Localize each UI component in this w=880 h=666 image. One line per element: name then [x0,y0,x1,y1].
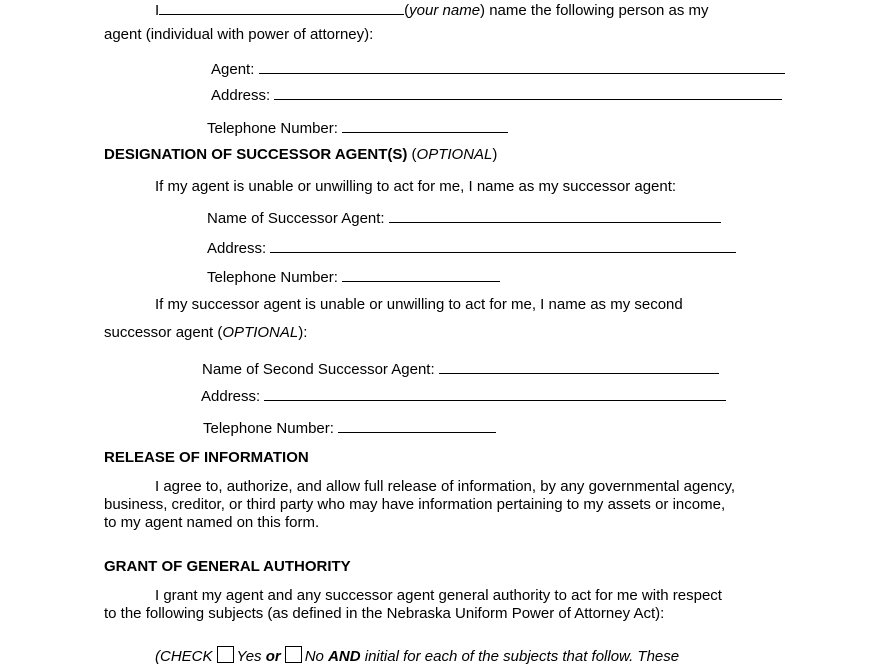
second-optional: OPTIONAL [222,324,299,341]
successor-intro: If my agent is unable or unwilling to act for me, I name as my successor agent: [155,178,677,195]
agent-telephone-field[interactable] [342,118,508,133]
successor-optional: OPTIONAL [416,146,493,163]
and-label: AND [328,648,361,665]
successor-telephone-label: Telephone Number: [207,269,338,286]
second-intro-2 [104,324,307,342]
intro-line: I (your name) name the following person as my [155,2,709,19]
second-name-label: Name of Second Successor Agent: [202,361,435,378]
release-heading: RELEASE OF INFORMATION [104,449,309,466]
successor-telephone-row [207,267,500,287]
agent-field[interactable] [259,59,785,74]
agent-address-field[interactable] [274,85,782,100]
yes-label: Yes [236,648,262,665]
agent-address-label: Address: [211,87,271,104]
second-telephone-row [203,418,496,438]
release-line-1: I agree to, authorize, and allow full release of information, by any governmental agency, [155,478,736,495]
successor-name-row [207,208,721,228]
successor-name-label: Name of Successor Agent: [207,210,385,227]
no-checkbox[interactable] [285,646,302,663]
second-address-row [201,386,726,406]
grant-line-1: I grant my agent and any successor agent general authority to act for me with respect [155,587,722,604]
agent-label: Agent: [211,61,255,78]
grant-line-2: to the following subjects (as defined in the Nebraska Uniform Power of Attorney Act): [104,605,665,622]
agent-telephone-label: Telephone Number: [207,120,338,137]
second-intro-pre: successor agent ( [104,324,223,341]
second-telephone-field[interactable] [338,418,496,433]
second-address-label: Address: [201,388,261,405]
second-name-field[interactable] [439,359,719,374]
second-name-row [202,359,719,379]
successor-heading-text: DESIGNATION OF SUCCESSOR AGENT(S) [104,146,408,163]
check-instructions: (CHECK Yes or No AND initial for each of the subjects that follow. These [155,648,680,665]
successor-heading: DESIGNATION OF SUCCESSOR AGENT(S) (OPTIONAL) [104,146,498,163]
intro-i: I [155,2,160,19]
second-address-field[interactable] [264,386,726,401]
successor-address-field[interactable] [270,238,736,253]
your-name-field[interactable] [159,0,404,15]
no-label: No [304,648,324,665]
agent-row [211,59,785,79]
successor-telephone-field[interactable] [342,267,500,282]
second-intro-post: ): [298,324,308,341]
successor-name-field[interactable] [389,208,721,223]
second-telephone-label: Telephone Number: [203,420,334,437]
grant-heading: GRANT OF GENERAL AUTHORITY [104,558,351,575]
agent-telephone-row [207,118,508,138]
release-line-2: business, creditor, or third party who may have information pertaining to my assets or income, [104,496,726,513]
successor-address-row [207,238,736,258]
check-label: CHECK [160,648,213,665]
release-line-3: to my agent named on this form. [104,514,320,531]
successor-address-label: Address: [207,240,267,257]
second-intro-1: If my successor agent is unable or unwilling to act for me, I name as my second [155,296,683,313]
intro-line-2: agent (individual with power of attorney): [104,26,374,43]
or-label: or [265,648,281,665]
check-rest: initial for each of the subjects that follow. These [364,648,680,665]
yes-checkbox[interactable] [217,646,234,663]
agent-address-row [211,85,782,105]
your-name-hint: your name [409,2,481,19]
intro-tail: ) name the following person as my [480,2,709,19]
